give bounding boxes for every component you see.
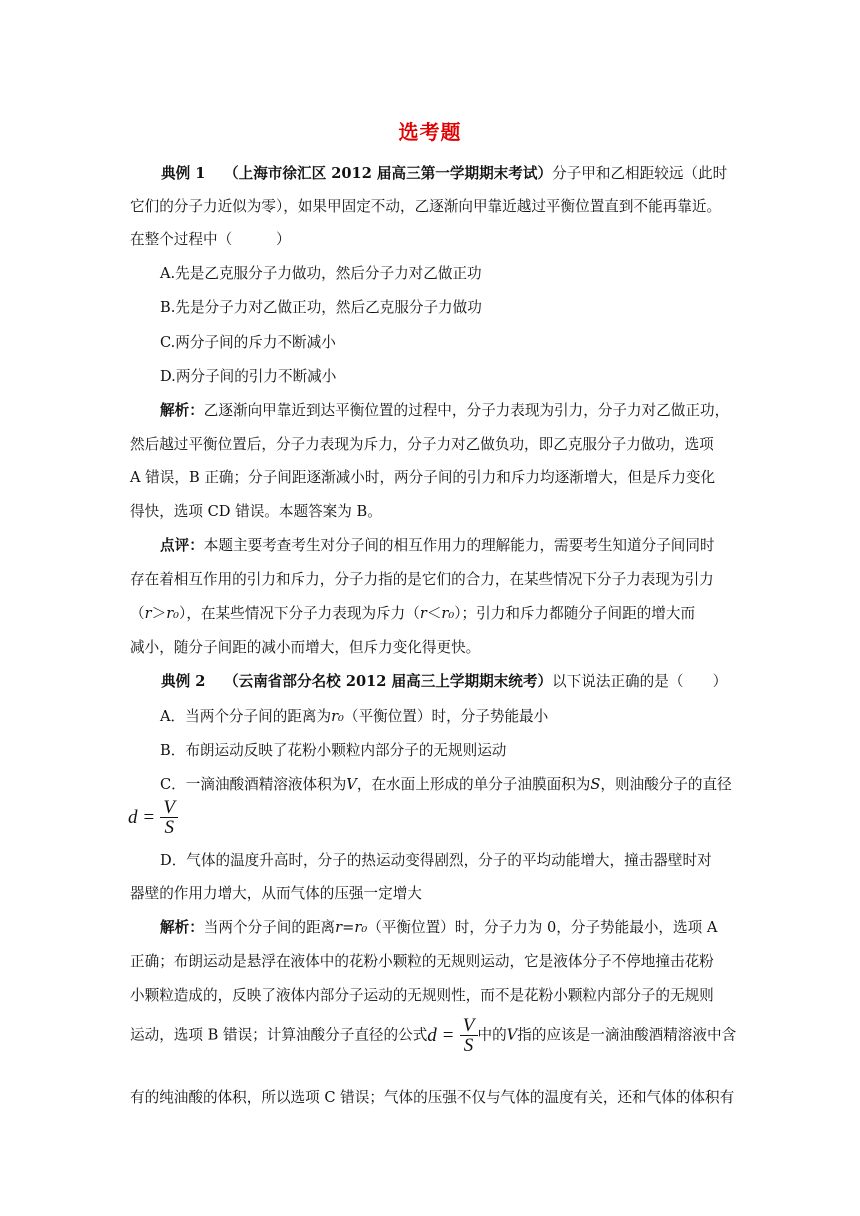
ex1-comment-c3a: （ <box>130 605 145 622</box>
ex2-option-a-r0: r₀ <box>331 708 344 725</box>
ex1-comment-r3: r <box>419 605 427 622</box>
ex1-question-text-1: 分子甲和乙相距较远（此时 <box>552 165 728 182</box>
ex1-option-d: D.两分子间的引力不断减小 <box>160 368 337 385</box>
ex1-label: 典例 1 <box>161 165 206 182</box>
ex1-source: （上海市徐汇区 2012 届高三第一学期期末考试） <box>224 165 553 182</box>
page-title: 选考题 <box>398 120 462 144</box>
ex1-analysis-line-2: 然后越过平衡位置后，分子力表现为斥力，分子力对乙做负功，即乙克服分子力做功，选项 <box>130 436 714 453</box>
ex1-option-b: B.先是分子力对乙做正功，然后乙克服分子力做功 <box>160 299 482 316</box>
formula-equals: = <box>143 806 155 828</box>
formula-denominator: S <box>164 817 174 838</box>
inline-formula-denominator: S <box>463 1035 474 1056</box>
ex2-analysis-label: 解析： <box>160 919 204 936</box>
ex2-analysis-text-1b: （平衡位置）时，分子力为 0，分子势能最小，选项 A <box>367 919 718 936</box>
ex1-comment-line-3 <box>130 604 695 624</box>
ex2-analysis-eq: = <box>342 919 355 936</box>
ex1-option-c: C.两分子间的斥力不断减小 <box>160 334 336 351</box>
ex2-option-d-line-1: D．气体的温度升高时，分子的热运动变得剧烈，分子的平均动能增大，撞击器壁时对 <box>160 852 712 869</box>
ex2-question-text-1: 以下说法正确的是（ ） <box>552 673 728 690</box>
ex1-comment-c3d: ＜ <box>426 605 442 622</box>
ex2-question-line-1 <box>161 672 727 692</box>
ex2-analysis-text-1a: 当两个分子间的距离 <box>203 919 336 936</box>
ex1-option-a: A.先是乙克服分子力做功，然后分子力对乙做正功 <box>160 265 482 282</box>
ex2-option-c-v: V <box>346 776 357 793</box>
ex2-source: （云南省部分名校 2012 届高三上学期期末统考） <box>224 673 553 690</box>
ex1-analysis-line-1 <box>160 401 729 421</box>
ex2-option-c-s: S <box>590 776 601 793</box>
ex1-analysis-line-4: 得快，选项 CD 错误。本题答案为 B。 <box>130 503 382 520</box>
ex2-analysis-text-4c: 指的应该是一滴油酸酒精溶液中含 <box>517 1026 737 1044</box>
ex1-comment-label: 点评： <box>160 537 204 554</box>
ex2-option-c <box>160 775 732 795</box>
ex2-option-a <box>160 707 548 727</box>
ex2-option-c-text-1: C．一滴油酸酒精溶液体积为 <box>160 776 347 793</box>
ex1-question-line-3: 在整个过程中（ ） <box>130 231 291 248</box>
ex2-analysis-text-4a: 运动，选项 B 错误；计算油酸分子直径的公式 <box>130 1026 428 1044</box>
ex1-comment-c3b: ＞ <box>151 605 167 622</box>
ex2-analysis-line-3: 小颗粒造成的，反映了液体内部分子运动的无规则性，而不是花粉小颗粒内部分子的无规则 <box>130 987 714 1004</box>
ex1-analysis-label: 解析： <box>160 402 204 419</box>
ex1-analysis-text-1: 乙逐渐向甲靠近到达平衡位置的过程中，分子力表现为引力，分子力对乙做正功， <box>203 402 730 419</box>
ex2-option-d-line-2: 器壁的作用力增大，从而气体的压强一定增大 <box>130 885 422 902</box>
ex1-comment-line-2: 存在着相互作用的引力和斥力，分子力指的是它们的合力，在某些情况下分子力表现为引力 <box>130 571 714 588</box>
ex1-comment-line-4: 减小，随分子间距的减小而增大，但斥力变化得更快。 <box>130 639 481 656</box>
ex1-comment-c3c: ），在某些情况下分子力表现为斥力（ <box>179 605 420 622</box>
inline-formula-fraction <box>460 1016 478 1055</box>
ex1-comment-r2: r₀ <box>166 605 180 622</box>
ex1-comment-line-1 <box>160 536 715 556</box>
diameter-formula <box>128 798 178 837</box>
ex1-analysis-line-3: A 错误，B 正确；分子间距逐渐减小时，两分子间的引力和斥力均逐渐增大，但是斥力变化 <box>130 469 716 486</box>
inline-formula-lhs: d <box>427 1024 437 1046</box>
formula-lhs: d <box>128 806 138 828</box>
ex2-option-b: B．布朗运动反映了花粉小颗粒内部分子的无规则运动 <box>160 742 507 759</box>
inline-diameter-formula <box>427 1016 477 1055</box>
ex2-analysis-line-5: 有的纯油酸的体积，所以选项 C 错误；气体的压强不仅与气体的温度有关，还和气体的体积有 <box>130 1089 735 1106</box>
ex2-analysis-text-4b: 中的 <box>477 1026 507 1044</box>
ex2-option-a-text-2: （平衡位置）时，分子势能最小 <box>343 708 549 725</box>
ex2-option-c-formula <box>128 798 178 837</box>
ex1-question-line-1 <box>161 164 727 184</box>
ex1-comment-text-1: 本题主要考查考生对分子间的相互作用力的理解能力，需要考生知道分子间同时 <box>203 537 715 554</box>
ex2-option-a-text-1: A．当两个分子间的距离为 <box>160 708 332 725</box>
inline-formula-equals: = <box>442 1024 454 1046</box>
ex2-analysis-line-2: 正确；布朗运动是悬浮在液体中的花粉小颗粒的无规则运动，它是液体分子不停地撞击花粉 <box>130 953 714 970</box>
ex2-option-c-text-2: ，在水面上形成的单分子油膜面积为 <box>356 776 591 793</box>
ex2-analysis-v: V <box>506 1026 518 1044</box>
formula-fraction <box>160 798 178 837</box>
ex1-comment-r1: r <box>144 605 152 622</box>
ex2-analysis-r0: r₀ <box>354 919 368 936</box>
formula-numerator: V <box>163 797 176 818</box>
ex2-option-c-text-3: ，则油酸分子的直径 <box>600 776 732 793</box>
inline-formula-numerator: V <box>462 1015 475 1036</box>
ex1-question-line-2: 它们的分子力近似为零），如果甲固定不动，乙逐渐向甲靠近越过平衡位置直到不能再靠近。 <box>130 198 722 215</box>
ex2-analysis-line-1 <box>160 918 717 938</box>
ex2-analysis-r: r <box>335 919 343 936</box>
ex2-label: 典例 2 <box>161 673 206 690</box>
ex2-analysis-line-4 <box>130 1016 736 1055</box>
ex1-comment-r4: r₀ <box>441 605 455 622</box>
ex1-comment-c3e: ）；引力和斥力都随分子间距的增大而 <box>454 605 696 622</box>
